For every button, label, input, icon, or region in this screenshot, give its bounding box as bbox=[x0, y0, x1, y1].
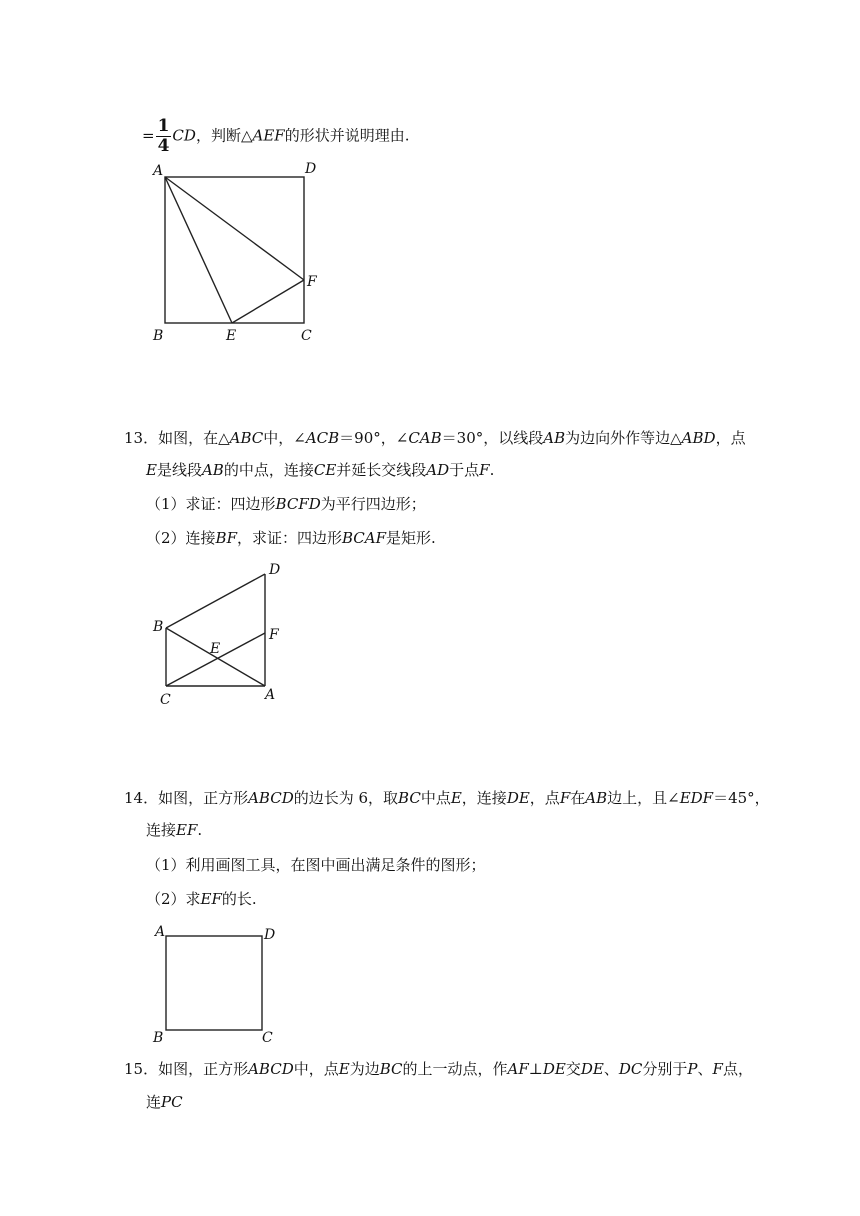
segment-bc: BC bbox=[398, 789, 421, 807]
q14-part-text: （1）利用画图工具，在图中画出满足条件的图形； bbox=[146, 856, 486, 874]
segment-de: DE bbox=[506, 789, 530, 807]
fraction-denominator: 4 bbox=[157, 136, 170, 156]
q14-number: 14．如图，正方形 bbox=[124, 789, 249, 807]
segment-de: DE bbox=[580, 1060, 604, 1078]
square-abcd bbox=[166, 936, 262, 1030]
q13-part-text: （2）连接 bbox=[146, 529, 216, 547]
quadrilateral-bcfd: BCFD bbox=[275, 495, 321, 513]
label-a: A bbox=[265, 687, 276, 703]
square-abcd: ABCD bbox=[248, 1060, 294, 1078]
q13-text: ＝90°，∠ bbox=[339, 429, 409, 447]
q15-text: 、 bbox=[603, 1060, 619, 1078]
q14-text: 中点 bbox=[420, 789, 451, 807]
segment-ab: AB bbox=[201, 461, 224, 479]
q15-text: 的上一动点，作 bbox=[402, 1060, 508, 1078]
q12-text-a: ，判断△ bbox=[195, 126, 253, 145]
q15-text: 连 bbox=[146, 1093, 162, 1111]
segment-bc: BC bbox=[379, 1060, 403, 1078]
q13-part-text: 为平行四边形； bbox=[320, 495, 426, 513]
q13-text: ，点 bbox=[715, 429, 746, 447]
q15-line-2 bbox=[146, 1092, 183, 1112]
q14-text: 边上，且∠ bbox=[607, 789, 680, 807]
label-b: B bbox=[153, 328, 164, 344]
q13-text: 是线段 bbox=[156, 461, 202, 479]
label-b: B bbox=[153, 1030, 164, 1046]
label-f: F bbox=[269, 627, 279, 643]
label-c: C bbox=[160, 692, 171, 708]
point-p: P bbox=[687, 1060, 698, 1078]
q13-part-text: 是矩形. bbox=[386, 529, 436, 547]
triangle-abc: ABC bbox=[229, 429, 264, 447]
q15-text: 为边 bbox=[349, 1060, 380, 1078]
q14-text: ，连接 bbox=[461, 789, 507, 807]
point-e: E bbox=[146, 461, 157, 479]
segment-cd: CD bbox=[172, 126, 196, 145]
q14-text: 的边长为 6，取 bbox=[293, 789, 399, 807]
label-a: A bbox=[153, 163, 164, 179]
label-d: D bbox=[264, 927, 276, 943]
point-f: F bbox=[479, 461, 490, 479]
point-e: E bbox=[338, 1060, 350, 1078]
q15-number: 15．如图，正方形 bbox=[124, 1060, 249, 1078]
label-d: D bbox=[269, 562, 281, 578]
label-e: E bbox=[210, 641, 221, 657]
triangle-aef: AEF bbox=[252, 126, 285, 145]
label-d: D bbox=[305, 161, 317, 177]
label-e: E bbox=[226, 328, 237, 344]
segment-af: AF bbox=[507, 1060, 529, 1078]
q14-text: ＝45°， bbox=[713, 789, 770, 807]
q14-text: . bbox=[197, 821, 203, 839]
label-b: B bbox=[153, 619, 164, 635]
fraction-numerator: 1 bbox=[157, 116, 170, 136]
q12-text-b: 的形状并说明理由. bbox=[284, 126, 410, 145]
q14-text: 在 bbox=[570, 789, 586, 807]
point-f: F bbox=[712, 1060, 723, 1078]
segment-ce: CE bbox=[313, 461, 337, 479]
quadrilateral-bcaf: BCAF bbox=[342, 529, 387, 547]
q15-text: 分别于 bbox=[642, 1060, 688, 1078]
q15-text: 中，点 bbox=[293, 1060, 339, 1078]
point-e: E bbox=[450, 789, 462, 807]
segment-bf: BF bbox=[215, 529, 237, 547]
q13-text: 中，∠ bbox=[263, 429, 306, 447]
q13-part-text: ，求证：四边形 bbox=[236, 529, 342, 547]
q13-text: ＝30°，以线段 bbox=[441, 429, 544, 447]
q15-text: 、 bbox=[697, 1060, 713, 1078]
segment-de: DE bbox=[542, 1060, 566, 1078]
q15-line-1 bbox=[124, 1059, 753, 1079]
segment-dc: DC bbox=[618, 1060, 643, 1078]
q13-text: 为边向外作等边△ bbox=[565, 429, 682, 447]
equals-sign: = bbox=[142, 126, 155, 145]
q13-text: . bbox=[489, 461, 495, 479]
segment-ef: EF bbox=[176, 821, 198, 839]
triangle-abd: ABD bbox=[681, 429, 716, 447]
point-f: F bbox=[559, 789, 571, 807]
angle-cab: CAB bbox=[408, 429, 442, 447]
q13-text: 于点 bbox=[449, 461, 480, 479]
q14-text: ，点 bbox=[529, 789, 560, 807]
q15-text: 交 bbox=[565, 1060, 581, 1078]
q14-part-text: （2）求 bbox=[146, 890, 201, 908]
segment-pc: PC bbox=[161, 1093, 183, 1111]
q13-text: 的中点，连接 bbox=[223, 461, 314, 479]
segment-ab: AB bbox=[585, 789, 608, 807]
q13-text: 并延长交线段 bbox=[336, 461, 427, 479]
angle-edf: EDF bbox=[679, 789, 714, 807]
label-c: C bbox=[301, 328, 312, 344]
label-a: A bbox=[155, 924, 166, 940]
segment-ef: EF bbox=[200, 890, 222, 908]
label-c: C bbox=[262, 1030, 273, 1046]
perpendicular-symbol: ⊥ bbox=[528, 1060, 543, 1078]
label-f: F bbox=[307, 274, 317, 290]
q15-text: 点， bbox=[722, 1060, 753, 1078]
segment-ab: AB bbox=[543, 429, 566, 447]
square-abcd: ABCD bbox=[248, 789, 294, 807]
q14-part-text: 的长. bbox=[221, 890, 257, 908]
angle-acb: ACB bbox=[305, 429, 340, 447]
segment-ad: AD bbox=[426, 461, 450, 479]
q13-part-text: （1）求证：四边形 bbox=[146, 495, 276, 513]
q13-number: 13．如图，在△ bbox=[124, 429, 230, 447]
q14-text: 连接 bbox=[146, 821, 177, 839]
